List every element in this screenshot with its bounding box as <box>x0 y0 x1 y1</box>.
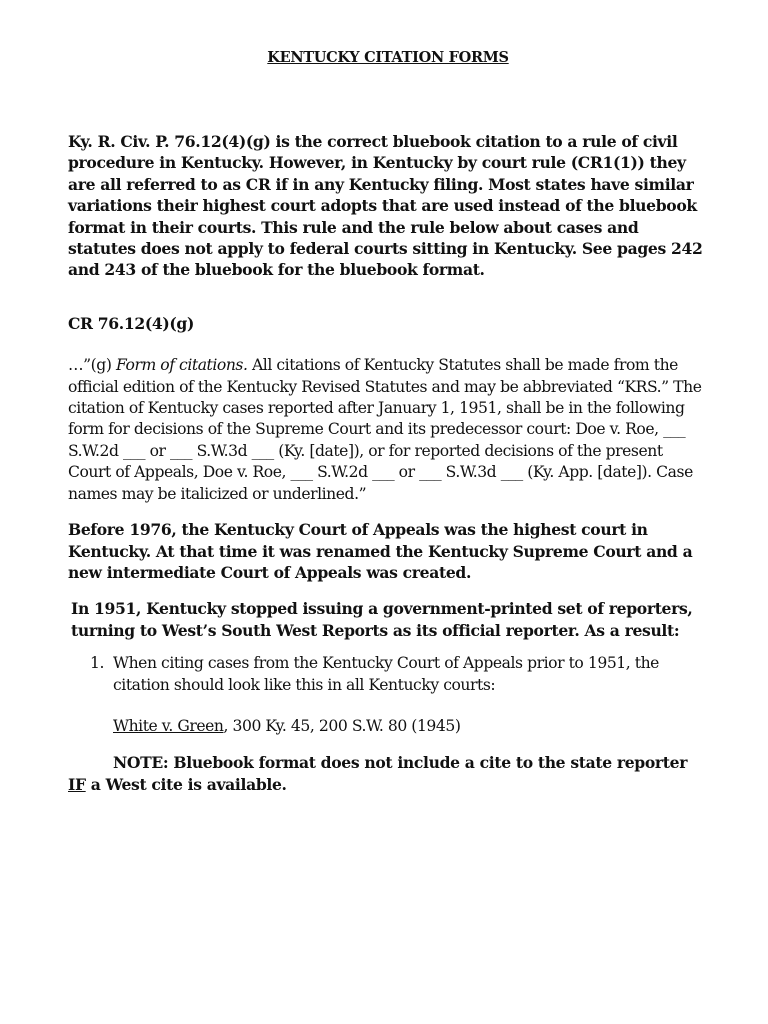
history-paragraph-1951: In 1951, Kentucky stopped issuing a government-printed set of reporters, turning to West’s South West Reports as its official reporter. As a result: <box>71 599 693 640</box>
example-case-name: White v. Green <box>113 716 224 735</box>
rule-heading: CR 76.12(4)(g) <box>68 313 194 333</box>
rule-quote-paragraph <box>68 355 708 505</box>
note-text-before: NOTE: Bluebook format does not include a cite to the state reporter <box>113 753 688 773</box>
list-item <box>68 653 708 696</box>
quote-italic-heading: Form of citations. <box>115 356 248 375</box>
citation-list <box>68 653 708 696</box>
citation-example <box>68 716 708 737</box>
quote-lead: …”(g) <box>68 356 116 375</box>
list-item-text: When citing cases from the Kentucky Court of Appeals prior to 1951, the citation should look like this in all Kentucky courts: <box>113 654 659 694</box>
list-item-number: 1. <box>90 654 104 673</box>
example-citation: , 300 Ky. 45, 200 S.W. 80 (1945) <box>223 716 461 735</box>
note-emphasis: IF <box>68 774 86 794</box>
quote-body: All citations of Kentucky Statutes shall be made from the official edition of the Kentucky Revised Statutes and may be abbreviated “KRS.” The citation of Kentucky cases reported after January 1, 1951, shall be in the following form for decisions of the Supreme Court and its predecessor court: Doe v. Roe, ___ S.W.2d ___ or ___ S.W.3d ___ (Ky. [date]), or for reported decisions of the present Court of Appeals, Doe v. Roe, ___ S.W.2d ___ or ___ S.W.3d ___ (Ky. App. [date]). Case names may be italicized or underlined.” <box>68 356 702 503</box>
document-page <box>68 48 708 795</box>
history-paragraph-1976: Before 1976, the Kentucky Court of Appeals was the highest court in Kentucky. At that time it was renamed the Kentucky Supreme Court and a new intermediate Court of Appeals was created. <box>68 520 693 582</box>
note-paragraph <box>68 752 708 795</box>
intro-paragraph: Ky. R. Civ. P. 76.12(4)(g) is the correct bluebook citation to a rule of civil procedure in Kentucky. However, in Kentucky by court rule (CR1(1)) they are all referred to as CR if in any Kentucky filing. Most states have similar variations their highest court adopts that are used instead of the bluebook format in their courts. This rule and the rule below about cases and statutes does not apply to federal courts sitting in Kentucky. See pages 242 and 243 of the bluebook for the bluebook format. <box>68 132 703 280</box>
page-title: KENTUCKY CITATION FORMS <box>267 49 509 66</box>
note-text-after: a West cite is available. <box>85 774 287 794</box>
